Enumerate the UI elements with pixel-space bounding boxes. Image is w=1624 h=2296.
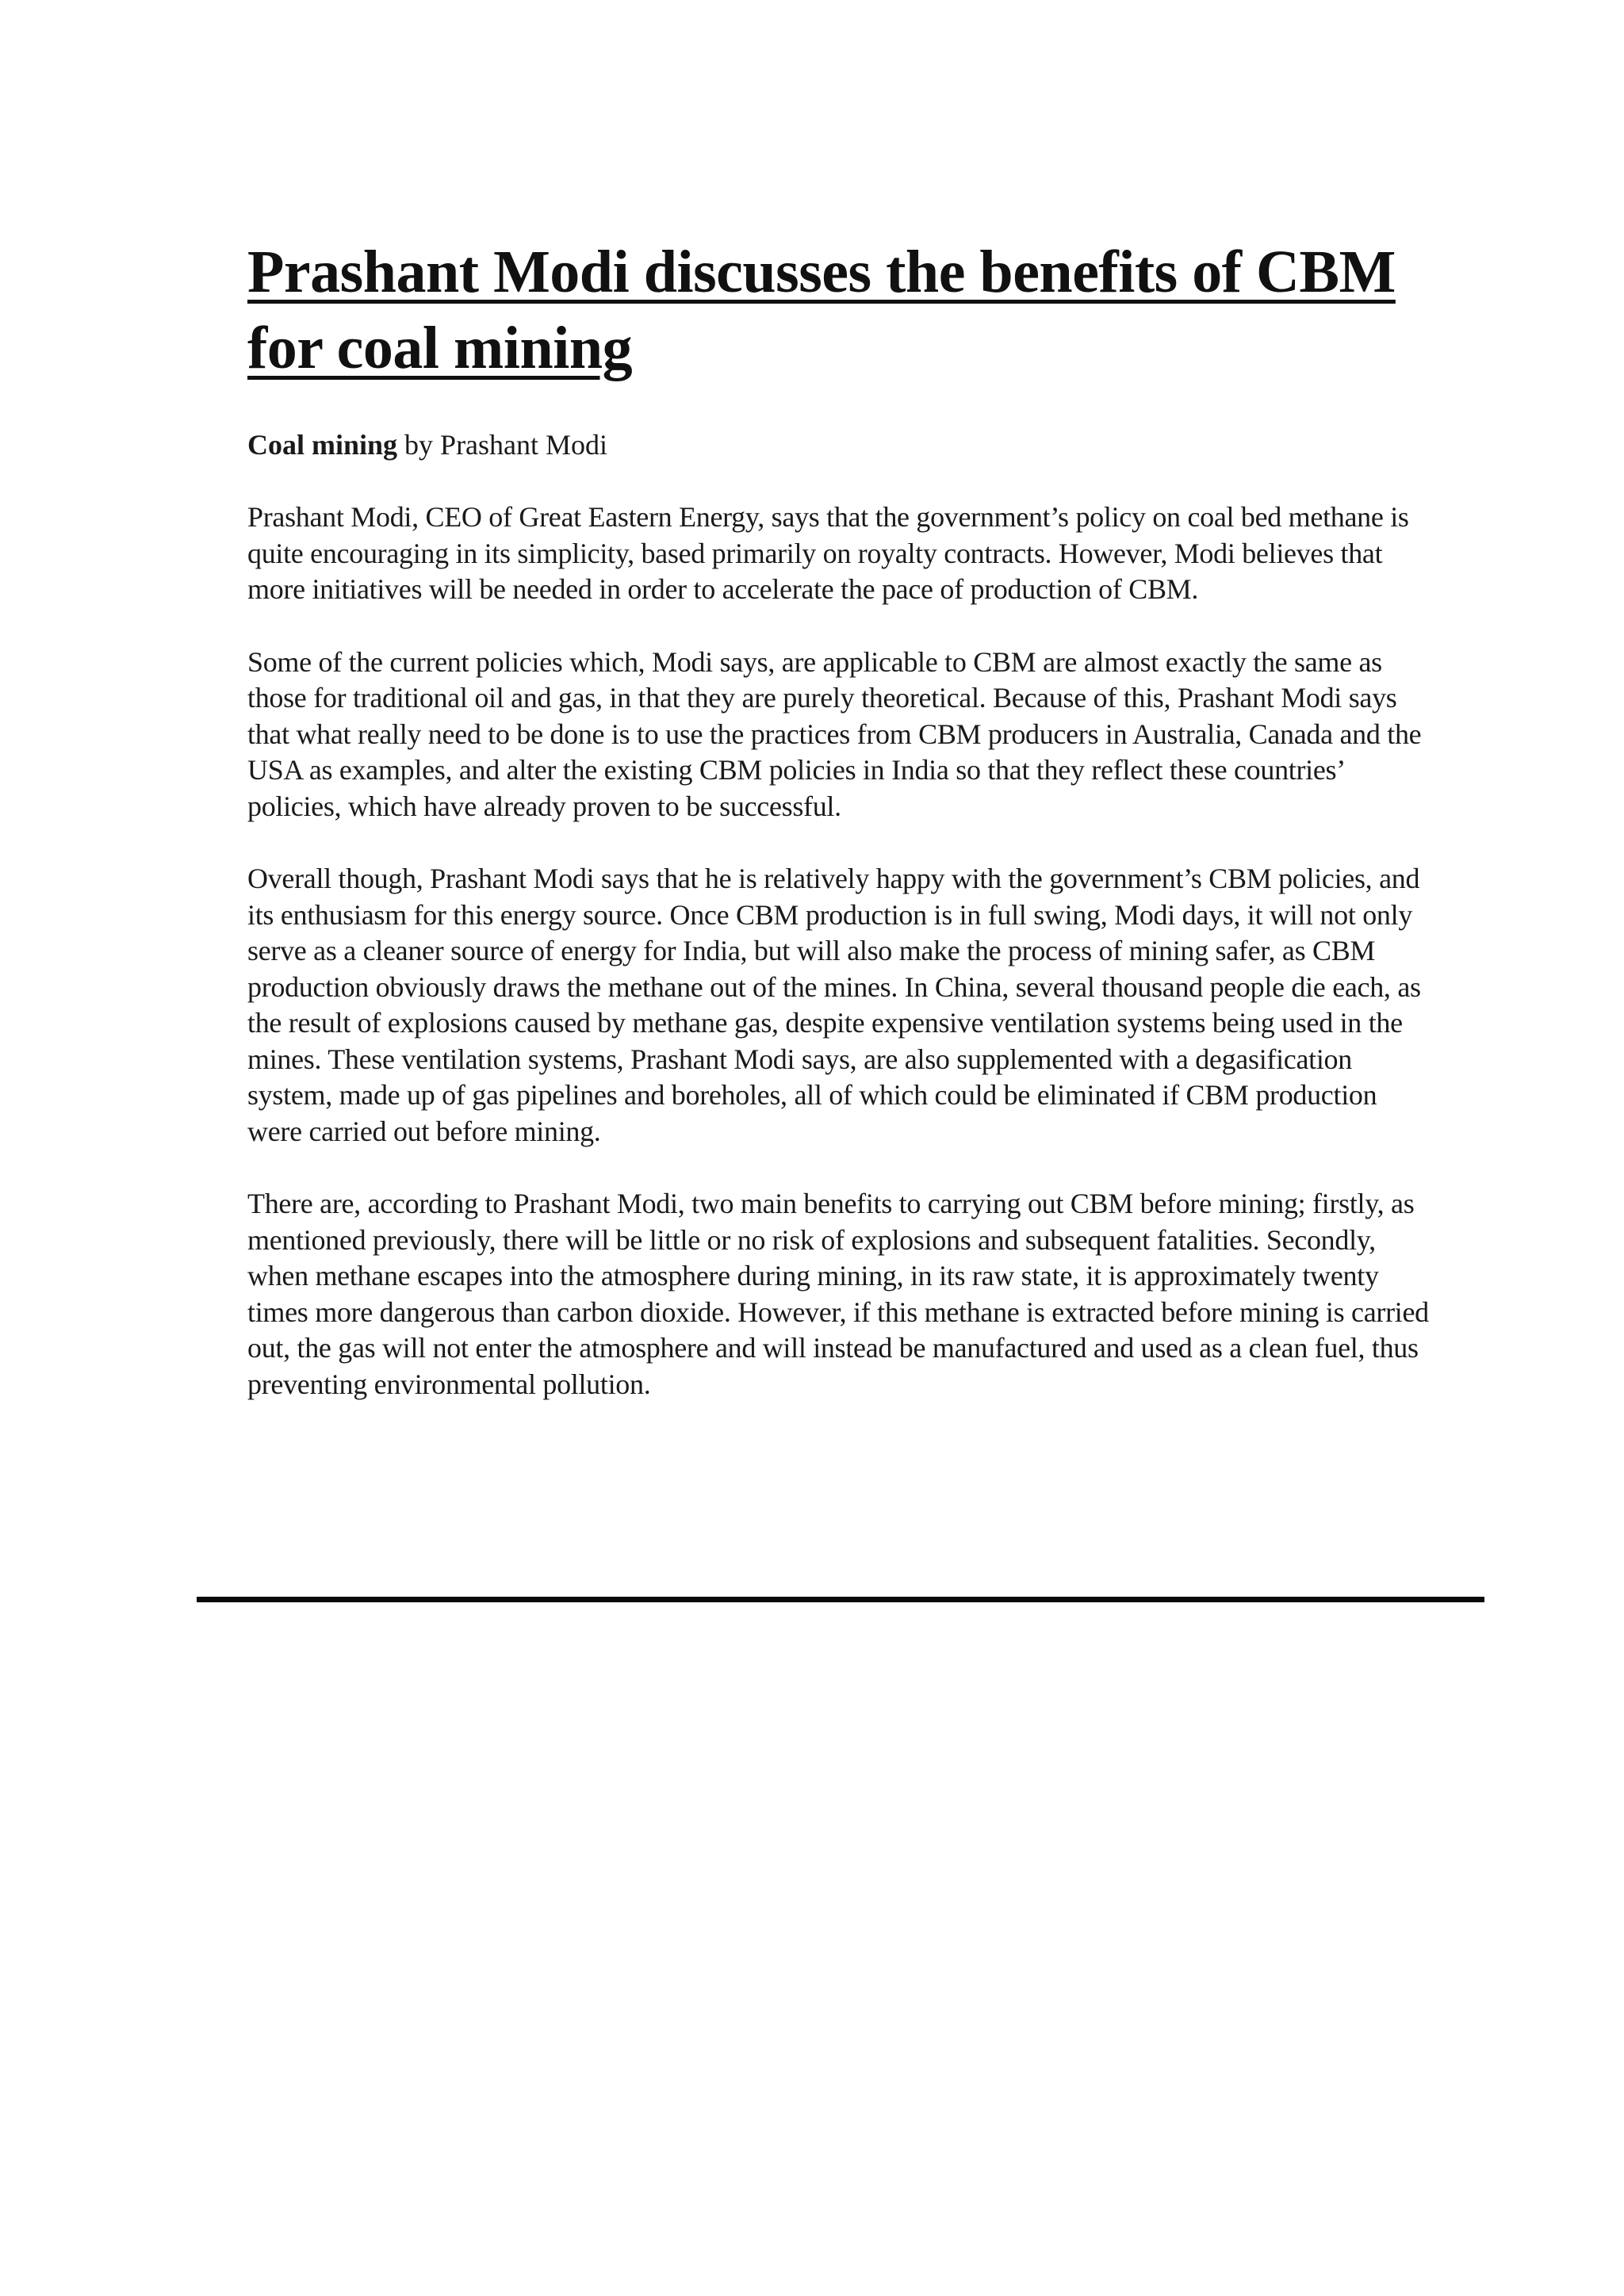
article-title: Prashant Modi discusses the benefits of CBM for coal mining	[247, 239, 1396, 381]
paragraph: Some of the current policies which, Modi says, are applicable to CBM are almost exactly the same as those for traditional oil and gas, in that they are purely theoretical. Because of this, Prashant Modi says that what really need to be done is to use the practices from CBM producers in Australia, Canada and the USA as examples, and alter the existing CBM policies in India so that they reflect these countries’ policies, which have already proven to be successful.	[247, 645, 1422, 822]
paragraph: Prashant Modi, CEO of Great Eastern Energy, says that the government’s policy on coal bed methane is quite encouraging in its simplicity, based primarily on royalty contracts. However, Modi believes that more initiatives will be needed in order to accelerate the pace of production of CBM.	[247, 501, 1409, 605]
byline-category: Coal mining	[247, 429, 398, 461]
byline	[247, 427, 1437, 463]
paragraph: Overall though, Prashant Modi says that he is relatively happy with the government’s CBM policies, and its enthusiasm for this energy source. Once CBM production is in full swing, Modi days, it will not only serve as a cleaner source of energy for India, but will also make the process of mining safer, as CBM production obviously draws the methane out of the mines. In China, several thousand people die each, as the result of explosions caused by methane gas, despite expensive ventilation systems being used in the mines. These ventilation systems, Prashant Modi says, are also supplemented with a degasification system, made up of gas pipelines and boreholes, all of which could be eliminated if CBM production were carried out before mining.	[247, 863, 1421, 1147]
paragraph: There are, according to Prashant Modi, two main benefits to carrying out CBM before mining; firstly, as mentioned previously, there will be little or no risk of explosions and subsequent fatalities. Secondly, when methane escapes into the atmosphere during mining, in its raw state, it is approximately twenty times more dangerous than carbon dioxide. However, if this methane is extracted before mining is carried out, the gas will not enter the atmosphere and will instead be manufactured and used as a clean fuel, thus preventing environmental pollution.	[247, 1188, 1429, 1400]
byline-author: by Prashant Modi	[397, 429, 608, 461]
article-body	[247, 234, 1437, 1402]
horizontal-rule	[197, 1597, 1484, 1602]
